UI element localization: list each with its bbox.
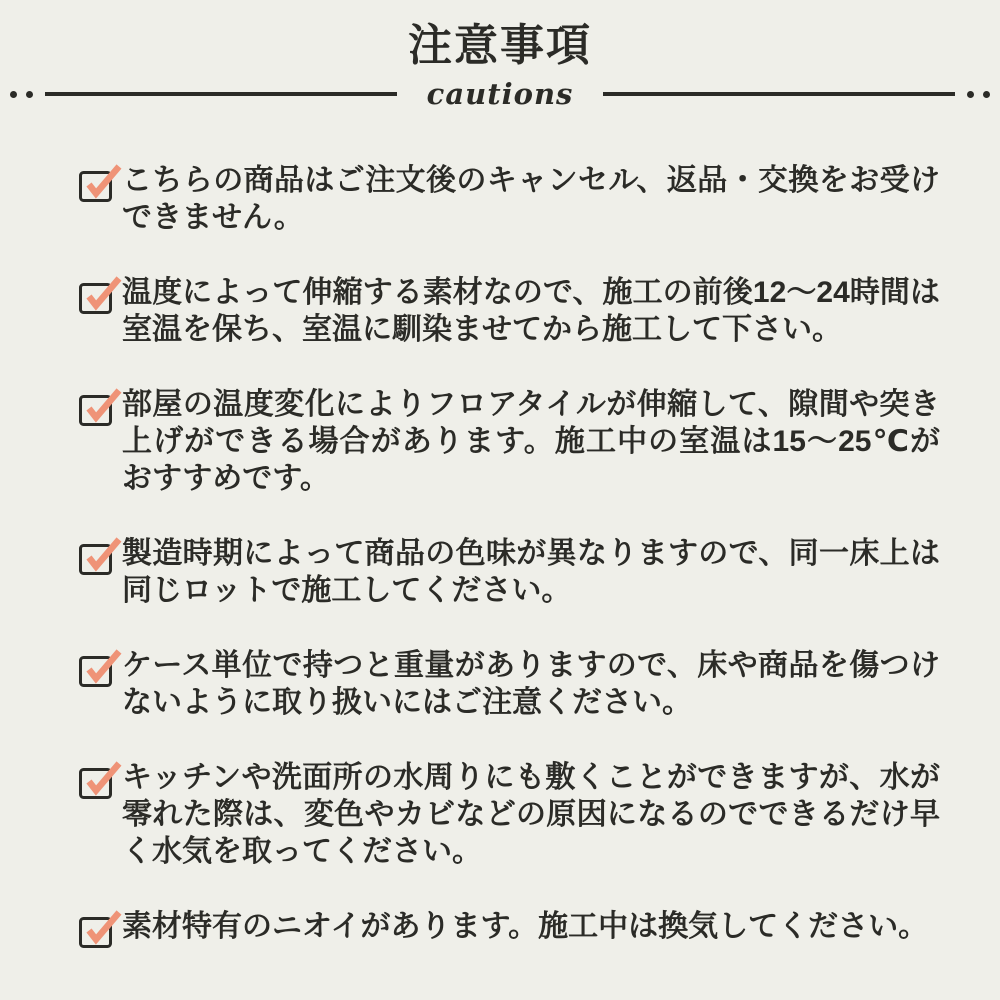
checked-checkbox-icon — [78, 387, 122, 427]
header-divider — [0, 74, 1000, 114]
caution-item — [78, 908, 940, 949]
checked-checkbox-icon — [78, 536, 122, 576]
divider-dot-icon — [967, 91, 974, 98]
divider-line — [603, 92, 955, 96]
page-title: 注意事項 — [408, 21, 592, 70]
divider-dot-icon — [10, 91, 17, 98]
header-subtitle: cautions — [426, 77, 574, 111]
checked-checkbox-icon — [78, 648, 122, 688]
caution-text: 製造時期によって商品の色味が異なりますので、同一床上は同じロットで施工してください。 — [122, 537, 940, 607]
caution-list — [0, 162, 1000, 949]
divider-line — [45, 92, 397, 96]
caution-text: 部屋の温度変化によりフロアタイルが伸縮して、隙間や突き上げができる場合があります。施工中の室温は15〜25℃がおすすめです。 — [122, 388, 940, 495]
caution-item — [78, 535, 940, 609]
caution-text: キッチンや洗面所の水周りにも敷くことができますが、水が零れた際は、変色やカビなどの原因になるのでできるだけ早く水気を取ってください。 — [122, 761, 940, 868]
checked-checkbox-icon — [78, 163, 122, 203]
checked-checkbox-icon — [78, 909, 122, 949]
divider-dot-icon — [983, 91, 990, 98]
checked-checkbox-icon — [78, 760, 122, 800]
section-header — [0, 0, 1000, 114]
caution-text: ケース単位で持つと重量がありますので、床や商品を傷つけないように取り扱いにはご注意ください。 — [122, 649, 940, 719]
caution-item — [78, 759, 940, 870]
checked-checkbox-icon — [78, 275, 122, 315]
caution-item — [78, 386, 940, 497]
caution-item — [78, 162, 940, 236]
caution-text: 素材特有のニオイがあります。施工中は換気してください。 — [122, 910, 929, 943]
caution-item — [78, 274, 940, 348]
caution-text: こちらの商品はご注文後のキャンセル、返品・交換をお受けできません。 — [122, 164, 940, 234]
caution-text: 温度によって伸縮する素材なので、施工の前後12〜24時間は室温を保ち、室温に馴染ませてから施工して下さい。 — [122, 276, 940, 346]
divider-dot-icon — [26, 91, 33, 98]
caution-item — [78, 647, 940, 721]
